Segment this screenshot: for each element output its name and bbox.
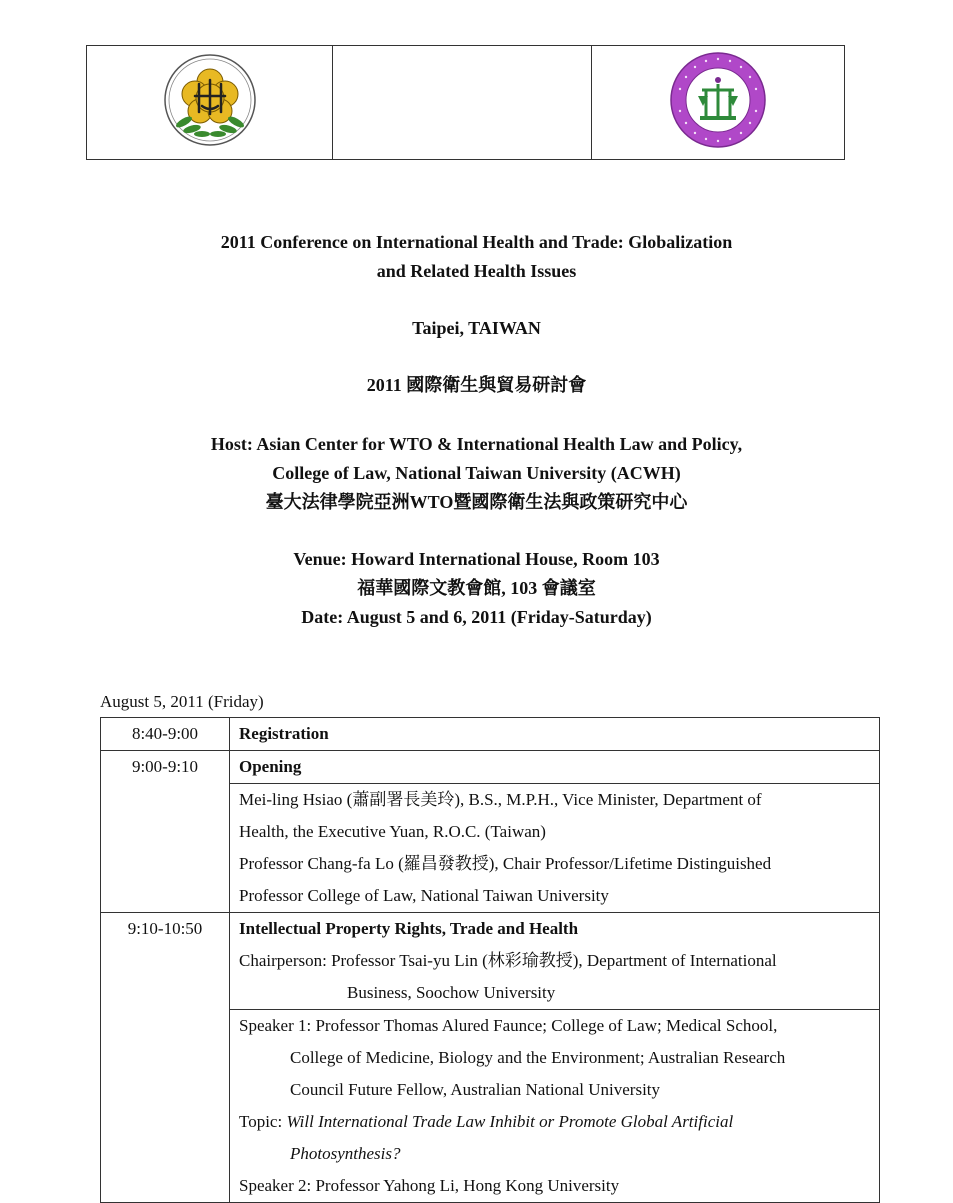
session-cell [230,751,880,784]
speaker-line: Speaker 2: Professor Yahong Li, Hong Kong University [239,1176,620,1195]
conference-title [0,228,953,286]
session-title: Opening [239,757,302,776]
host-line-1: Host: Asian Center for WTO & International Health Law and Policy, [210,434,743,454]
chairperson-line: Chairperson: Professor Tsai-yu Lin (林彩瑜教授), Department of International [239,951,777,970]
topic-label: Topic: [239,1112,287,1131]
speaker-line: College of Medicine, Biology and the Environment; Australian Research [290,1048,786,1067]
table-row [101,718,880,751]
logo-header-table [86,45,845,160]
title-line-2: and Related Health Issues [376,261,577,281]
speaker-line: Speaker 1: Professor Thomas Alured Faunce; College of Law; Medical School, [239,1016,778,1035]
day-label: August 5, 2011 (Friday) [100,692,264,711]
ntu-college-of-law-seal [668,50,768,150]
host-chinese: 臺大法律學院亞洲WTO暨國際衛生法與政策研究中心 [265,492,688,512]
time-cell: 8:40-9:00 [101,718,230,751]
time-cell: 9:10-10:50 [101,913,230,1203]
time-cell: 9:00-9:10 [101,751,230,913]
right-logo-cell [592,46,845,160]
session-cell [230,913,880,1010]
venue-chinese: 福華國際文教會館, 103 會議室 [357,578,596,598]
left-logo-cell [87,46,333,160]
chinese-title [0,371,953,400]
speaker-line: Council Future Fellow, Australian National University [290,1080,661,1099]
speaker-line: Professor Chang-fa Lo (羅昌發教授), Chair Professor/Lifetime Distinguished [239,854,772,873]
venue-block [0,545,953,632]
host-line-2: College of Law, National Taiwan University (ACWH) [272,463,681,483]
event-date: Date: August 5 and 6, 2011 (Friday-Saturday) [301,607,652,627]
host-block [0,430,953,517]
table-row [101,751,880,784]
session-title: Registration [239,724,329,743]
topic-line [239,1138,879,1170]
venue-line: Venue: Howard International House, Room 103 [293,549,660,569]
session-detail-cell [230,784,880,913]
session-title: Intellectual Property Rights, Trade and Health [239,919,579,938]
location [0,314,953,343]
speaker-line: Professor College of Law, National Taiwan University [239,886,609,905]
title-line-1: 2011 Conference on International Health and Trade: Globalization [220,232,733,252]
schedule-table [100,717,880,1203]
middle-empty-cell [333,46,592,160]
location-text: Taipei, TAIWAN [412,318,541,338]
speaker-line: Health, the Executive Yuan, R.O.C. (Taiwan) [239,822,546,841]
topic-line [239,1106,879,1138]
speakers-cell [230,1010,880,1203]
topic-title: Will International Trade Law Inhibit or Promote Global Artificial [286,1112,734,1131]
chinese-title-text: 2011 國際衛生與貿易研討會 [366,375,587,395]
topic-title: Photosynthesis? [290,1144,401,1163]
speaker-line: Mei-ling Hsiao (蕭副署長美玲), B.S., M.P.H., Vice Minister, Department of [239,790,762,809]
session-cell [230,718,880,751]
table-row [101,913,880,1010]
chairperson-line: Business, Soochow University [347,983,556,1002]
doh-emblem-logo [162,52,258,148]
